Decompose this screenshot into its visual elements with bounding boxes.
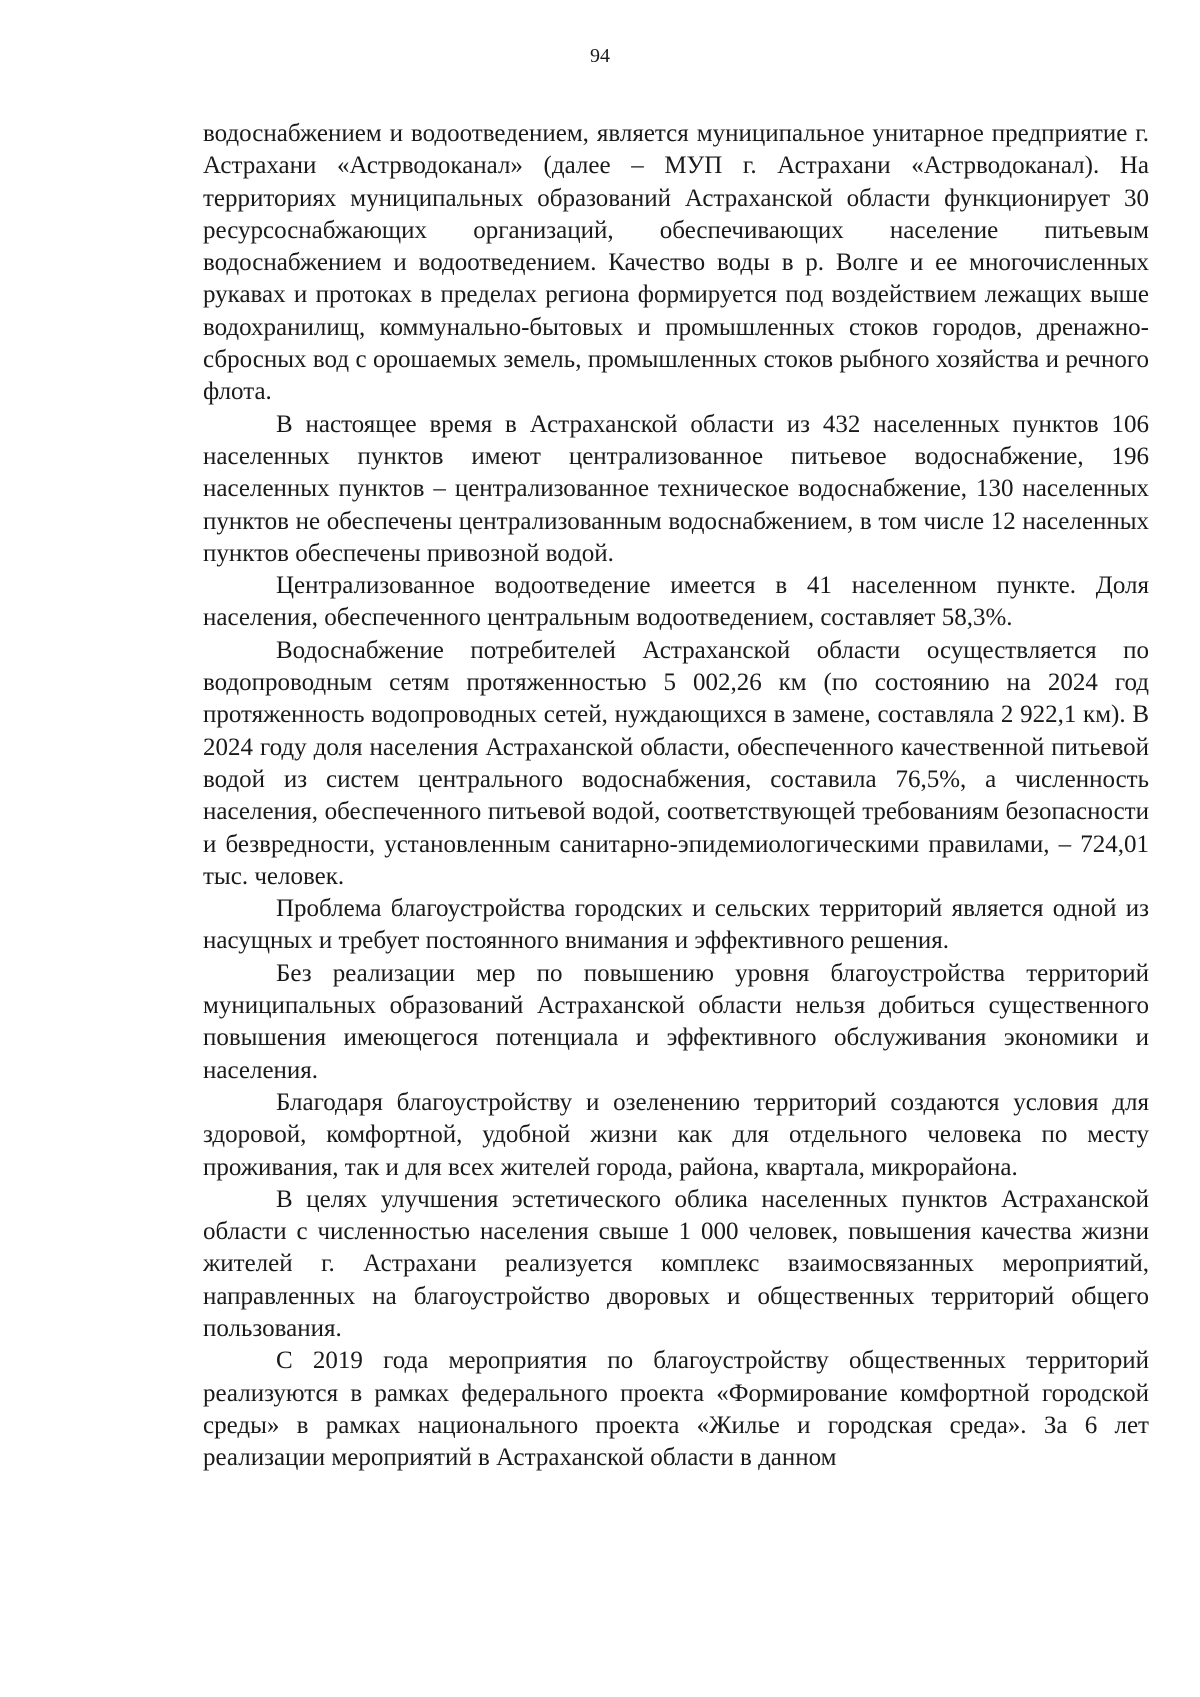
paragraph-2: В настоящее время в Астраханской области из 432 населенных пунктов 106 населенных пунктов имеют централизованное питьевое водоснабжение, 196 населенных пунктов – централизованное техническое водоснабжение, 130 населенных пунктов не обеспечены централизованным водоснабжением, в том числе 12 населенных пунктов обеспечены привозной водой. [203,410,1149,567]
paragraph-8: В целях улучшения эстетического облика населенных пунктов Астраханской области с численностью населения свыше 1 000 человек, повышения качества жизни жителей г. Астрахани реализуется комплекс взаимосвязанных мероприятий, направленных на благоустройство дворовых и общественных территорий общего пользования. [203,1185,1149,1342]
body-text [203,118,1149,1474]
page-number: 94 [590,45,610,67]
paragraph-7: Благодаря благоустройству и озеленению территорий создаются условия для здоровой, комфортной, удобной жизни как для отдельного человека по месту проживания, так и для всех жителей города, района, квартала, микрорайона. [203,1088,1149,1181]
paragraph-9: С 2019 года мероприятия по благоустройству общественных территорий реализуются в рамках федерального проекта «Формирование комфортной городской среды» в рамках национального проекта «Жилье и городская среда». За 6 лет реализации мероприятий в Астраханской области в данном [203,1347,1149,1472]
paragraph-5: Проблема благоустройства городских и сельских территорий является одной из насущных и требует постоянного внимания и эффективного решения. [203,895,1149,955]
paragraph-3: Централизованное водоотведение имеется в 41 населенном пункте. Доля населения, обеспеченного центральным водоотведением, составляет 58,3%. [203,572,1149,632]
paragraph-1: водоснабжением и водоотведением, является муниципальное унитарное предприятие г. Астрахани «Астрводоканал» (далее – МУП г. Астрахани «Астрводоканал). На территориях муниципальных образований Астраханской области функционирует 30 ресурсоснабжающих организаций, обеспечивающих население питьевым водоснабжением и водоотведением. Качество воды в р. Волге и ее многочисленных рукавах и протоках в пределах региона формируется под воздействием лежащих выше водохранилищ, коммунально-бытовых и промышленных стоков городов, дренажно-сбросных вод с орошаемых земель, промышленных стоков рыбного хозяйства и речного флота. [203,120,1149,406]
paragraph-6: Без реализации мер по повышению уровня благоустройства территорий муниципальных образований Астраханской области нельзя добиться существенного повышения имеющегося потенциала и эффективного обслуживания экономики и населения. [203,959,1149,1084]
paragraph-4: Водоснабжение потребителей Астраханской области осуществляется по водопроводным сетям протяженностью 5 002,26 км (по состоянию на 2024 год протяженность водопроводных сетей, нуждающихся в замене, составляла 2 922,1 км). В 2024 году доля населения Астраханской области, обеспеченного качественной питьевой водой из систем центрального водоснабжения, составила 76,5%, а численность населения, обеспеченного питьевой водой, соответствующей требованиям безопасности и безвредности, установленным санитарно-эпидемиологическими правилами, – 724,01 тыс. человек. [203,636,1149,890]
